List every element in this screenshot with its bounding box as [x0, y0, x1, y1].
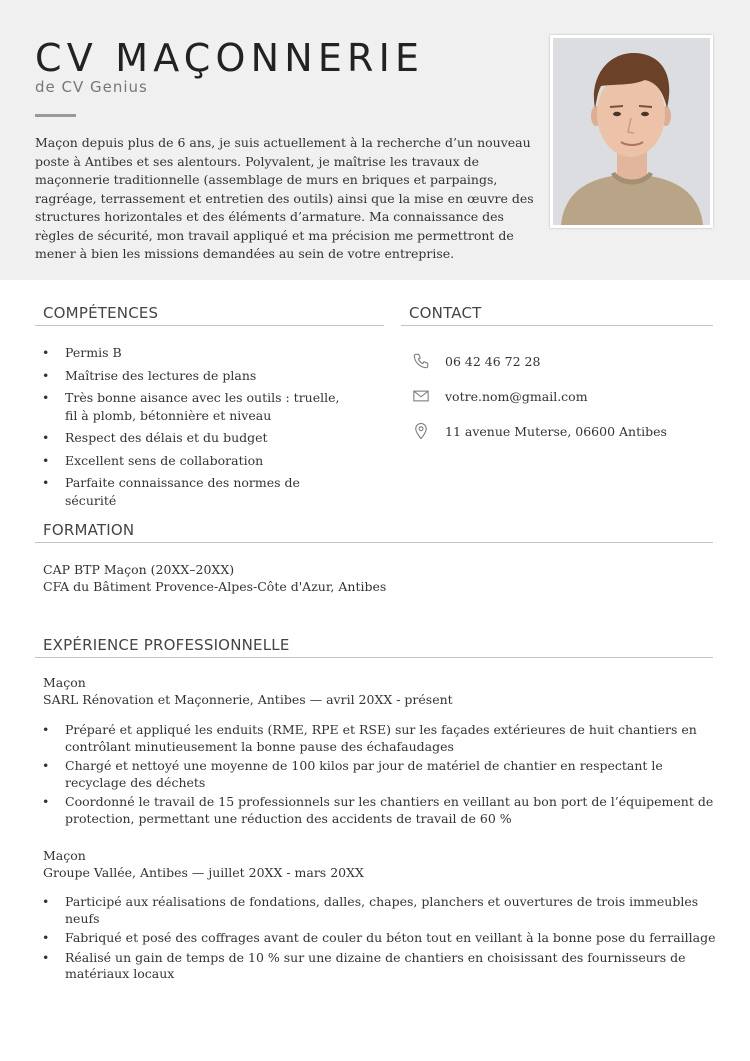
job-2-role: Maçon [43, 848, 86, 863]
contact-phone-row [410, 350, 540, 372]
list-item: • Permis B [35, 344, 355, 362]
cv-title: CV MAÇONNERIE [35, 36, 425, 80]
contact-email: votre.nom@gmail.com [445, 388, 588, 404]
list-item: • Réalisé un gain de temps de 10 % sur une dizaine de chantiers en choisissant des fournisseurs de matériaux locaux [35, 950, 725, 983]
contact-phone: 06 42 46 72 28 [445, 353, 541, 369]
intro-paragraph: Maçon depuis plus de 6 ans, je suis actuellement à la recherche d’un nouveau poste à Antibes et ses alentours. Polyvalent, je maîtrise les travaux de maçonnerie traditionnelle (assemblage de murs en briques et parpaings, ragréage, terrassement et entretien des outils) ainsi que la mise en œuvre des structures horizontales et des éléments d’armature. Ma connaissance des règles de sécurité, mon travail appliqué et ma précision me permettront de mener à bien les missions demandées au sein de votre entreprise. [35, 135, 534, 261]
contact-address: 11 avenue Muterse, 06600 Antibes [445, 423, 667, 439]
skills-divider [35, 325, 384, 326]
skills-list [35, 344, 355, 509]
job-1-header [43, 674, 453, 708]
list-item: • Participé aux réalisations de fondations, dalles, chapes, planchers et ouvertures de trois immeubles neufs [35, 894, 725, 927]
phone-icon [410, 350, 432, 372]
education-degree: CAP BTP Maçon (20XX–20XX) [43, 562, 235, 577]
header-band [0, 0, 750, 280]
list-item: • Maîtrise des lectures de plans [35, 367, 355, 385]
education-block [43, 561, 386, 595]
job-1-role: Maçon [43, 675, 86, 690]
job-1-company: SARL Rénovation et Maçonnerie, Antibes — avril 20XX - présent [43, 692, 453, 707]
location-pin-icon [410, 420, 432, 442]
portrait-image [553, 38, 710, 225]
job-2-header [43, 847, 364, 881]
list-item: • Excellent sens de collaboration [35, 452, 355, 470]
list-item: • Fabriqué et posé des coffrages avant de couler du béton tout en veillant à la bonne pose du ferraillage [35, 930, 725, 947]
contact-email-row [410, 385, 588, 407]
list-item: • Préparé et appliqué les enduits (RME, RPE et RSE) sur les façades extérieures de huit chantiers en contrôlant minutieusement la bonne pause des échafaudages [35, 722, 725, 755]
envelope-icon [410, 385, 432, 407]
experience-section-title: EXPÉRIENCE PROFESSIONNELLE [43, 636, 290, 654]
contact-section-title: CONTACT [409, 304, 482, 322]
list-item: • Coordonné le travail de 15 professionnels sur les chantiers en veillant au bon port de l’équipement de protection, permettant une réduction des accidents de travail de 60 % [35, 794, 725, 827]
profile-photo [550, 35, 713, 228]
contact-divider [401, 325, 713, 326]
experience-divider [35, 657, 713, 658]
education-divider [35, 542, 713, 543]
list-item: • Respect des délais et du budget [35, 429, 355, 447]
education-school: CFA du Bâtiment Provence-Alpes-Côte d'Azur, Antibes [43, 579, 387, 594]
job-1-task-list [35, 722, 725, 827]
cv-subtitle: de CV Genius [35, 78, 148, 96]
job-2-company: Groupe Vallée, Antibes — juillet 20XX - mars 20XX [43, 865, 364, 880]
job-2-task-list [35, 894, 725, 983]
header-accent-rule [35, 114, 76, 117]
skills-section-title: COMPÉTENCES [43, 304, 159, 322]
list-item: • Très bonne aisance avec les outils : truelle, fil à plomb, bétonnière et niveau [35, 389, 355, 424]
list-item: • Chargé et nettoyé une moyenne de 100 kilos par jour de matériel de chantier en respectant le recyclage des déchets [35, 758, 725, 791]
contact-address-row [410, 420, 667, 442]
education-section-title: FORMATION [43, 521, 135, 539]
list-item: • Parfaite connaissance des normes de sécurité [35, 474, 355, 509]
